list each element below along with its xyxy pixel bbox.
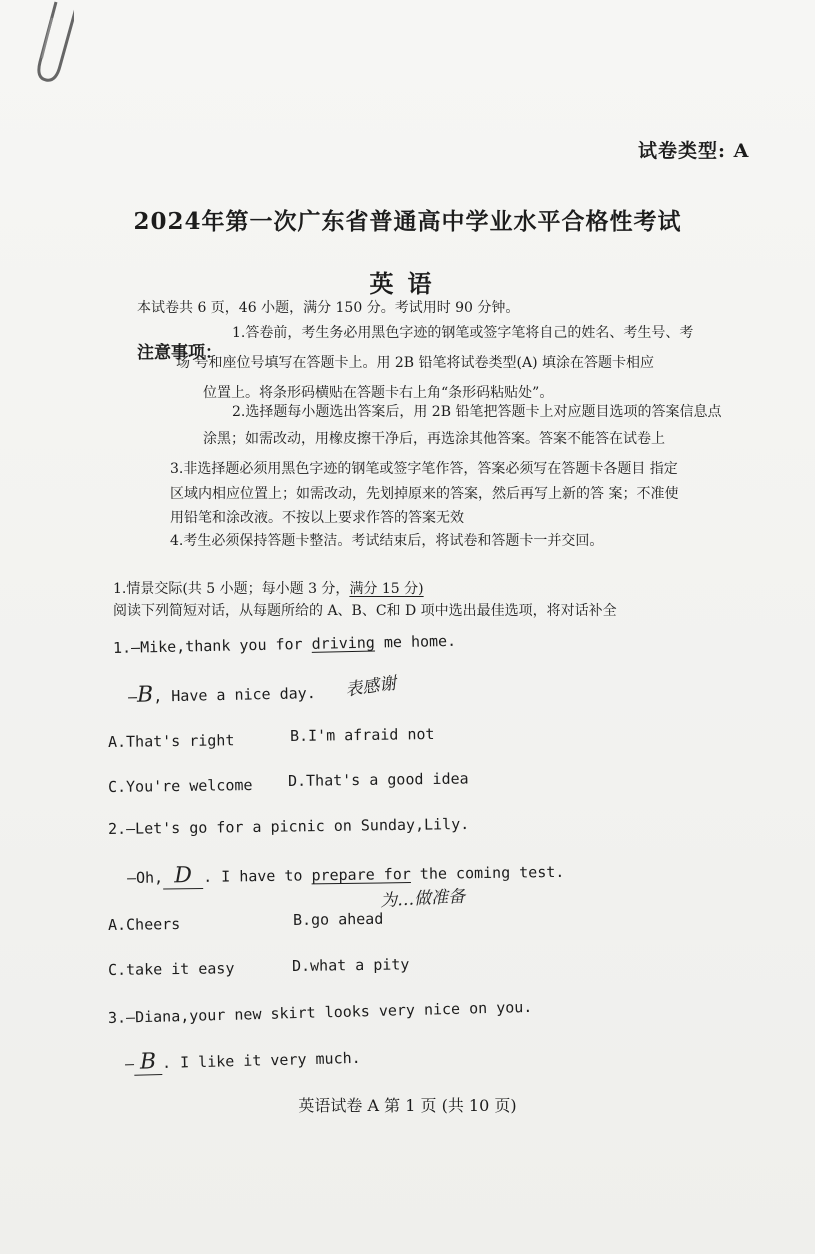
notice-heading: 注意事项：: [137, 343, 222, 363]
reply-text: the coming test.: [410, 862, 565, 884]
notice-line: 3.非选择题必须用黑色字迹的钢笔或签字笔作答，答案必须写在答题卡各题目 指定: [170, 461, 678, 477]
handwritten-answer: B: [136, 682, 154, 708]
option-a: A.That's right: [107, 731, 235, 751]
reply-text: . I like it very much.: [161, 1048, 361, 1073]
exam-intro: 本试卷共 6 页，46 小题，满分 150 分。考试用时 90 分钟。: [137, 300, 520, 316]
question-2-reply: [127, 858, 565, 890]
question-3-reply: [125, 1044, 361, 1076]
option-d: D.That's a good idea: [287, 769, 469, 790]
section-description: 阅读下列简短对话，从每题所给的 A、B、C和 D 项中选出最佳选项，将对话补全: [113, 603, 617, 619]
option-a: A.Cheers: [107, 914, 181, 934]
handwritten-note: 表感谢: [344, 673, 398, 701]
question-1-prompt: [113, 632, 456, 657]
reply-text: —: [127, 687, 138, 706]
question-1-reply: [128, 679, 316, 708]
option-c: C.take it easy: [107, 959, 235, 979]
reply-underlined: prepare for: [311, 865, 411, 885]
page-footer: 英语试卷 A 第 1 页 (共 10 页): [298, 1096, 517, 1115]
option-c: C.You're welcome: [107, 775, 253, 796]
option-b: B.I'm afraid not: [289, 724, 435, 745]
question-3-prompt: 3.—Diana,your new skirt looks very nice on you.: [107, 997, 533, 1027]
notice-line: 区域内相应位置上；如需改动，先划掉原来的答案，然后再写上新的答 案；不准使: [170, 486, 679, 502]
prompt-text: me home.: [374, 631, 457, 652]
notice-line: 位置上。将条形码横贴在答题卡右上角“条形码粘贴处”。: [203, 385, 554, 401]
notice-line: 1.答卷前，考生务必用黑色字迹的钢笔或签字笔将自己的姓名、考生号、考: [232, 325, 694, 341]
option-d: D.what a pity: [291, 955, 410, 975]
exam-title: 2024年第一次广东省普通高中学业水平合格性考试: [133, 208, 682, 235]
prompt-underlined: driving: [311, 633, 376, 653]
reply-text: —Oh,: [126, 868, 164, 887]
prompt-text: 1.—Mike,thank you for: [112, 634, 312, 657]
section-title: [113, 578, 424, 598]
notice-line: 4.考生必须保持答题卡整洁。考试结束后，将试卷和答题卡一并交回。: [170, 533, 604, 549]
paper-clip: [24, 0, 74, 90]
paper-type-label: 试卷类型: A: [638, 140, 750, 162]
handwritten-note: 为…做准备: [379, 886, 466, 912]
question-2-prompt: 2.—Let's go for a picnic on Sunday,Lily.: [107, 814, 470, 838]
notice-line: 2.选择题每小题选出答案后，用 2B 铅笔把答题卡上对应题目选项的答案信息点: [232, 404, 722, 420]
reply-text: . I have to: [203, 866, 312, 886]
option-b: B.go ahead: [292, 909, 384, 929]
section-title-text: 1.情景交际(共 5 小题；每小题 3 分，: [113, 581, 350, 597]
handwritten-answer: D: [163, 863, 203, 890]
section-score: 满分 15 分): [349, 581, 424, 597]
subject-title: 英语: [369, 269, 446, 298]
reply-text: , Have a nice day.: [153, 684, 316, 706]
notice-line: 涂黑；如需改动，用橡皮擦干净后，再选涂其他答案。答案不能答在试卷上: [203, 431, 665, 447]
notice-line: 场 号和座位号填写在答题卡上。用 2B 铅笔将试卷类型(A) 填涂在答题卡相应: [176, 355, 655, 371]
reply-text: —: [124, 1054, 135, 1073]
handwritten-answer: B: [134, 1049, 163, 1076]
notice-line: 用铅笔和涂改液。不按以上要求作答的答案无效: [170, 510, 464, 526]
